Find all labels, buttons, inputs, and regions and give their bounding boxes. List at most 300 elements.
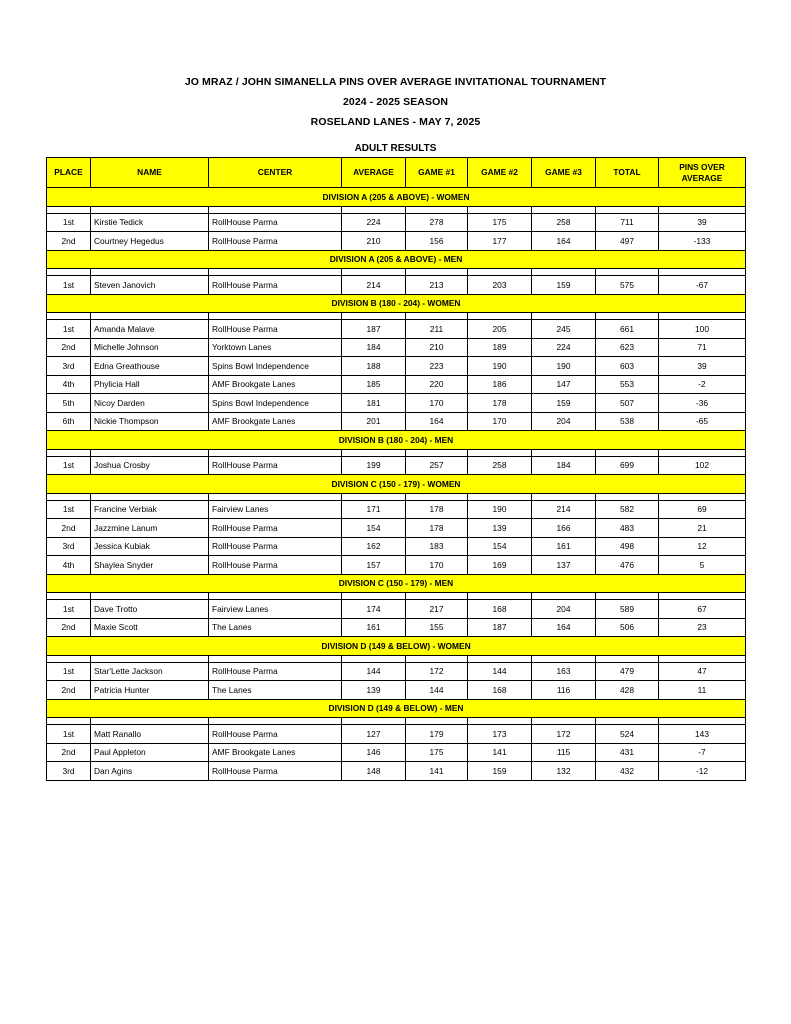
spacer-cell [659, 593, 746, 600]
results-body [47, 188, 746, 781]
spacer-cell [209, 718, 342, 725]
place-cell: 4th [47, 375, 91, 394]
game1-cell: 170 [406, 394, 468, 413]
center-cell: The Lanes [209, 681, 342, 700]
spacer-cell [209, 269, 342, 276]
pins-over-average-cell: 47 [659, 662, 746, 681]
place-cell: 6th [47, 412, 91, 431]
average-cell: 146 [342, 743, 406, 762]
center-cell: RollHouse Parma [209, 762, 342, 781]
spacer-cell [659, 206, 746, 213]
division-header-row [47, 250, 746, 269]
spacer-cell [209, 655, 342, 662]
season-line: 2024 - 2025 SEASON [342, 96, 449, 108]
spacer-cell [342, 269, 406, 276]
spacer-cell [596, 493, 659, 500]
total-cell: 428 [596, 681, 659, 700]
pins-over-average-cell: 69 [659, 500, 746, 519]
spacer-cell [659, 493, 746, 500]
game1-cell: 220 [406, 375, 468, 394]
game1-cell: 257 [406, 456, 468, 475]
spacer-cell [532, 269, 596, 276]
total-cell: 524 [596, 725, 659, 744]
spacer-cell [91, 269, 209, 276]
column-header: PLACE [47, 158, 91, 188]
game1-cell: 156 [406, 232, 468, 251]
spacer-cell [468, 593, 532, 600]
average-cell: 171 [342, 500, 406, 519]
name-cell: Francine Verbiak [91, 500, 209, 519]
center-cell: Yorktown Lanes [209, 338, 342, 357]
division-title: DIVISION D (149 & BELOW) - MEN [47, 699, 746, 718]
game3-cell: 214 [532, 500, 596, 519]
game3-cell: 258 [532, 213, 596, 232]
spacer-cell [406, 718, 468, 725]
game3-cell: 147 [532, 375, 596, 394]
name-cell: Edna Greathouse [91, 357, 209, 376]
name-cell: Patricia Hunter [91, 681, 209, 700]
average-cell: 199 [342, 456, 406, 475]
total-cell: 507 [596, 394, 659, 413]
center-cell: RollHouse Parma [209, 213, 342, 232]
spacer-cell [406, 655, 468, 662]
center-cell: RollHouse Parma [209, 232, 342, 251]
game3-cell: 137 [532, 556, 596, 575]
place-cell: 2nd [47, 681, 91, 700]
spacer-cell [91, 313, 209, 320]
game1-cell: 213 [406, 276, 468, 295]
table-row [47, 681, 746, 700]
center-cell: RollHouse Parma [209, 456, 342, 475]
table-row [47, 556, 746, 575]
name-cell: Nickie Thompson [91, 412, 209, 431]
spacer-cell [532, 449, 596, 456]
game3-cell: 164 [532, 232, 596, 251]
name-cell: Phylicia Hall [91, 375, 209, 394]
pins-over-average-cell: -7 [659, 743, 746, 762]
table-row [47, 618, 746, 637]
game3-cell: 159 [532, 276, 596, 295]
table-row [47, 320, 746, 339]
pins-over-average-cell: 39 [659, 213, 746, 232]
column-header: NAME [91, 158, 209, 188]
spacer-cell [406, 313, 468, 320]
name-cell: Paul Appleton [91, 743, 209, 762]
center-cell: Spins Bowl Independence [209, 394, 342, 413]
center-cell: The Lanes [209, 618, 342, 637]
spacer-cell [209, 206, 342, 213]
game3-cell: 116 [532, 681, 596, 700]
division-header-row [47, 574, 746, 593]
spacer-cell [659, 718, 746, 725]
average-cell: 162 [342, 537, 406, 556]
place-cell: 3rd [47, 762, 91, 781]
game2-cell: 258 [468, 456, 532, 475]
table-row [47, 375, 746, 394]
center-cell: RollHouse Parma [209, 662, 342, 681]
game1-cell: 211 [406, 320, 468, 339]
spacer-cell [47, 206, 91, 213]
spacer-cell [406, 593, 468, 600]
game3-cell: 224 [532, 338, 596, 357]
pins-over-average-cell: 71 [659, 338, 746, 357]
name-cell: Jessica Kubiak [91, 537, 209, 556]
name-cell: Matt Ranallo [91, 725, 209, 744]
game2-cell: 141 [468, 743, 532, 762]
game2-cell: 178 [468, 394, 532, 413]
average-cell: 154 [342, 519, 406, 538]
total-cell: 476 [596, 556, 659, 575]
spacer-cell [47, 269, 91, 276]
spacer-cell [468, 655, 532, 662]
game1-cell: 217 [406, 600, 468, 619]
average-cell: 224 [342, 213, 406, 232]
game2-cell: 159 [468, 762, 532, 781]
column-header: GAME #3 [532, 158, 596, 188]
pins-over-average-cell: -65 [659, 412, 746, 431]
pins-over-average-cell: -36 [659, 394, 746, 413]
name-cell: Amanda Malave [91, 320, 209, 339]
place-cell: 2nd [47, 232, 91, 251]
spacer-cell [659, 449, 746, 456]
game1-cell: 170 [406, 556, 468, 575]
division-title: DIVISION A (205 & ABOVE) - WOMEN [47, 188, 746, 207]
spacer-cell [468, 449, 532, 456]
division-spacer [47, 593, 746, 600]
total-cell: 432 [596, 762, 659, 781]
game2-cell: 168 [468, 681, 532, 700]
game1-cell: 179 [406, 725, 468, 744]
name-cell: Jazzmine Lanum [91, 519, 209, 538]
place-cell: 3rd [47, 357, 91, 376]
game3-cell: 115 [532, 743, 596, 762]
average-cell: 185 [342, 375, 406, 394]
place-cell: 1st [47, 662, 91, 681]
name-cell: Michelle Johnson [91, 338, 209, 357]
column-header: CENTER [209, 158, 342, 188]
game2-cell: 170 [468, 412, 532, 431]
column-header: PINS OVER AVERAGE [659, 158, 746, 188]
table-row [47, 662, 746, 681]
game2-cell: 144 [468, 662, 532, 681]
division-header-row [47, 431, 746, 450]
pins-over-average-cell: 102 [659, 456, 746, 475]
column-header: TOTAL [596, 158, 659, 188]
average-cell: 161 [342, 618, 406, 637]
division-header-row [47, 699, 746, 718]
place-cell: 4th [47, 556, 91, 575]
game1-cell: 141 [406, 762, 468, 781]
place-cell: 2nd [47, 338, 91, 357]
center-cell: RollHouse Parma [209, 537, 342, 556]
spacer-cell [91, 655, 209, 662]
spacer-cell [209, 313, 342, 320]
spacer-cell [342, 449, 406, 456]
table-row [47, 338, 746, 357]
center-cell: RollHouse Parma [209, 276, 342, 295]
spacer-cell [47, 655, 91, 662]
division-header-row [47, 475, 746, 494]
spacer-cell [659, 269, 746, 276]
spacer-cell [596, 269, 659, 276]
place-cell: 1st [47, 213, 91, 232]
game2-cell: 154 [468, 537, 532, 556]
center-cell: RollHouse Parma [209, 320, 342, 339]
center-cell: RollHouse Parma [209, 556, 342, 575]
spacer-cell [596, 206, 659, 213]
results-table [46, 157, 746, 781]
name-cell: Star'Lette Jackson [91, 662, 209, 681]
column-header: GAME #1 [406, 158, 468, 188]
total-cell: 603 [596, 357, 659, 376]
spacer-cell [406, 269, 468, 276]
spacer-cell [406, 493, 468, 500]
pins-over-average-cell: -133 [659, 232, 746, 251]
name-cell: Kirstie Tedick [91, 213, 209, 232]
spacer-cell [342, 718, 406, 725]
spacer-cell [468, 313, 532, 320]
game2-cell: 139 [468, 519, 532, 538]
average-cell: 157 [342, 556, 406, 575]
table-header-row [47, 158, 746, 188]
division-spacer [47, 449, 746, 456]
place-cell: 5th [47, 394, 91, 413]
total-cell: 497 [596, 232, 659, 251]
spacer-cell [532, 206, 596, 213]
spacer-cell [91, 593, 209, 600]
game1-cell: 210 [406, 338, 468, 357]
table-row [47, 276, 746, 295]
pins-over-average-cell: 23 [659, 618, 746, 637]
division-title: DIVISION C (150 - 179) - MEN [47, 574, 746, 593]
table-row [47, 412, 746, 431]
game1-cell: 172 [406, 662, 468, 681]
average-cell: 210 [342, 232, 406, 251]
spacer-cell [596, 449, 659, 456]
spacer-cell [406, 449, 468, 456]
pins-over-average-cell: 5 [659, 556, 746, 575]
center-cell: AMF Brookgate Lanes [209, 743, 342, 762]
pins-over-average-cell: 100 [659, 320, 746, 339]
pins-over-average-cell: -2 [659, 375, 746, 394]
total-cell: 711 [596, 213, 659, 232]
division-title: DIVISION D (149 & BELOW) - WOMEN [47, 637, 746, 656]
game2-cell: 190 [468, 500, 532, 519]
spacer-cell [532, 593, 596, 600]
division-title: DIVISION C (150 - 179) - WOMEN [47, 475, 746, 494]
game3-cell: 204 [532, 600, 596, 619]
name-cell: Courtney Hegedus [91, 232, 209, 251]
game3-cell: 159 [532, 394, 596, 413]
center-cell: RollHouse Parma [209, 725, 342, 744]
column-header: AVERAGE [342, 158, 406, 188]
place-cell: 3rd [47, 537, 91, 556]
venue-date-line: ROSELAND LANES - MAY 7, 2025 [310, 116, 481, 128]
pins-over-average-cell: 12 [659, 537, 746, 556]
pins-over-average-cell: -12 [659, 762, 746, 781]
game2-cell: 205 [468, 320, 532, 339]
game3-cell: 163 [532, 662, 596, 681]
place-cell: 1st [47, 276, 91, 295]
tournament-title: JO MRAZ / JOHN SIMANELLA PINS OVER AVERAGE INVITATIONAL TOURNAMENT [184, 76, 607, 88]
pins-over-average-cell: 11 [659, 681, 746, 700]
place-cell: 2nd [47, 618, 91, 637]
game3-cell: 164 [532, 618, 596, 637]
game1-cell: 178 [406, 519, 468, 538]
total-cell: 498 [596, 537, 659, 556]
table-row [47, 519, 746, 538]
game2-cell: 169 [468, 556, 532, 575]
pins-over-average-cell: 67 [659, 600, 746, 619]
division-header-row [47, 188, 746, 207]
name-cell: Shaylea Snyder [91, 556, 209, 575]
game1-cell: 175 [406, 743, 468, 762]
column-header: GAME #2 [468, 158, 532, 188]
game1-cell: 155 [406, 618, 468, 637]
spacer-cell [406, 206, 468, 213]
division-spacer [47, 269, 746, 276]
spacer-cell [91, 718, 209, 725]
division-spacer [47, 493, 746, 500]
center-cell: Fairview Lanes [209, 500, 342, 519]
table-row [47, 357, 746, 376]
game2-cell: 175 [468, 213, 532, 232]
place-cell: 1st [47, 725, 91, 744]
spacer-cell [342, 593, 406, 600]
spacer-cell [47, 313, 91, 320]
average-cell: 187 [342, 320, 406, 339]
pins-over-average-cell: 39 [659, 357, 746, 376]
spacer-cell [659, 655, 746, 662]
division-spacer [47, 206, 746, 213]
table-row [47, 743, 746, 762]
spacer-cell [468, 718, 532, 725]
center-cell: Spins Bowl Independence [209, 357, 342, 376]
total-cell: 661 [596, 320, 659, 339]
game1-cell: 223 [406, 357, 468, 376]
game2-cell: 187 [468, 618, 532, 637]
table-row [47, 600, 746, 619]
spacer-cell [209, 593, 342, 600]
name-cell: Joshua Crosby [91, 456, 209, 475]
table-row [47, 725, 746, 744]
game2-cell: 168 [468, 600, 532, 619]
game1-cell: 144 [406, 681, 468, 700]
division-spacer [47, 655, 746, 662]
spacer-cell [209, 449, 342, 456]
spacer-cell [468, 493, 532, 500]
game3-cell: 190 [532, 357, 596, 376]
center-cell: AMF Brookgate Lanes [209, 375, 342, 394]
game2-cell: 190 [468, 357, 532, 376]
total-cell: 699 [596, 456, 659, 475]
spacer-cell [532, 655, 596, 662]
table-row [47, 762, 746, 781]
spacer-cell [91, 206, 209, 213]
spacer-cell [47, 593, 91, 600]
total-cell: 538 [596, 412, 659, 431]
division-spacer [47, 718, 746, 725]
total-cell: 582 [596, 500, 659, 519]
game3-cell: 245 [532, 320, 596, 339]
average-cell: 174 [342, 600, 406, 619]
game2-cell: 203 [468, 276, 532, 295]
pins-over-average-cell: 143 [659, 725, 746, 744]
table-row [47, 456, 746, 475]
spacer-cell [342, 493, 406, 500]
results-subtitle: ADULT RESULTS [354, 143, 437, 154]
table-row [47, 500, 746, 519]
table-row [47, 232, 746, 251]
table-row [47, 394, 746, 413]
game3-cell: 184 [532, 456, 596, 475]
center-cell: RollHouse Parma [209, 519, 342, 538]
game3-cell: 132 [532, 762, 596, 781]
total-cell: 575 [596, 276, 659, 295]
spacer-cell [209, 493, 342, 500]
average-cell: 148 [342, 762, 406, 781]
name-cell: Dan Agins [91, 762, 209, 781]
spacer-cell [596, 655, 659, 662]
place-cell: 1st [47, 600, 91, 619]
spacer-cell [532, 718, 596, 725]
name-cell: Nicoy Darden [91, 394, 209, 413]
spacer-cell [342, 313, 406, 320]
total-cell: 479 [596, 662, 659, 681]
game2-cell: 189 [468, 338, 532, 357]
center-cell: AMF Brookgate Lanes [209, 412, 342, 431]
average-cell: 184 [342, 338, 406, 357]
pins-over-average-cell: -67 [659, 276, 746, 295]
spacer-cell [91, 449, 209, 456]
place-cell: 1st [47, 500, 91, 519]
total-cell: 623 [596, 338, 659, 357]
place-cell: 2nd [47, 743, 91, 762]
document-header [0, 72, 791, 132]
game3-cell: 172 [532, 725, 596, 744]
spacer-cell [468, 269, 532, 276]
division-header-row [47, 294, 746, 313]
center-cell: Fairview Lanes [209, 600, 342, 619]
game3-cell: 161 [532, 537, 596, 556]
total-cell: 553 [596, 375, 659, 394]
place-cell: 2nd [47, 519, 91, 538]
average-cell: 214 [342, 276, 406, 295]
spacer-cell [532, 313, 596, 320]
average-cell: 181 [342, 394, 406, 413]
game2-cell: 186 [468, 375, 532, 394]
game2-cell: 177 [468, 232, 532, 251]
spacer-cell [596, 718, 659, 725]
game1-cell: 278 [406, 213, 468, 232]
total-cell: 483 [596, 519, 659, 538]
division-title: DIVISION B (180 - 204) - WOMEN [47, 294, 746, 313]
name-cell: Maxie Scott [91, 618, 209, 637]
division-spacer [47, 313, 746, 320]
game1-cell: 183 [406, 537, 468, 556]
name-cell: Dave Trotto [91, 600, 209, 619]
spacer-cell [342, 655, 406, 662]
total-cell: 589 [596, 600, 659, 619]
spacer-cell [342, 206, 406, 213]
average-cell: 127 [342, 725, 406, 744]
name-cell: Steven Janovich [91, 276, 209, 295]
table-row [47, 213, 746, 232]
spacer-cell [47, 718, 91, 725]
spacer-cell [468, 206, 532, 213]
spacer-cell [596, 313, 659, 320]
game1-cell: 178 [406, 500, 468, 519]
